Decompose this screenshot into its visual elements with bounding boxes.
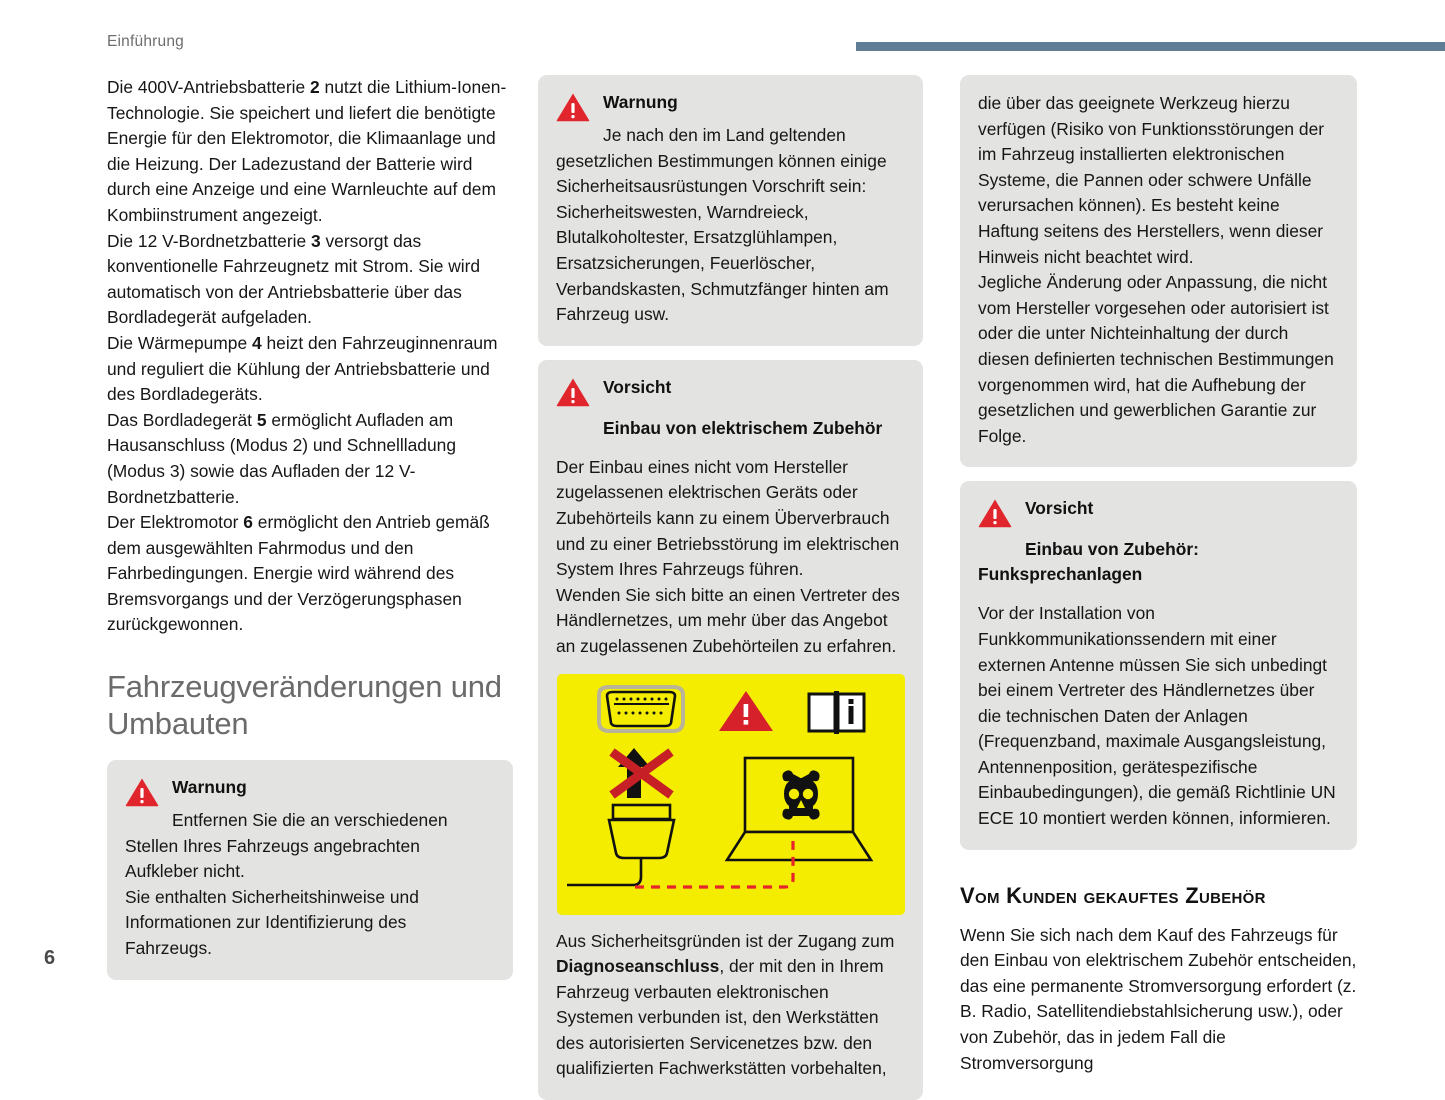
notice-body-text: Je nach den im Land geltenden gesetzlichen Bestimmungen können einige Sicherheitsausrüstungen Vorschrift sein: Sicherheitswesten, Warndreieck, Blutalkoholtester, Ersatzglühlampen, Ersatzsicherungen, Feuerlöscher, Verbandskasten, Schmutzfänger hinten am Fahrzeug usw. [556, 125, 889, 325]
notice-header [556, 91, 905, 125]
paragraph-12v-battery [107, 229, 513, 331]
illustration-container [556, 674, 905, 915]
paragraph-drive-battery [107, 75, 513, 229]
obd-connector-icon [599, 687, 683, 731]
obd-diagnostic-port-warning-illustration [557, 674, 905, 915]
paragraph-onboard-charger [107, 408, 513, 510]
notice-body-text: Entfernen Sie die an verschiedenen Stellen Ihres Fahrzeugs angebrachten Aufkleber nicht. Sie enthalten Sicherheitshinweise und Informationen zur Identifizierung des Fahrzeugs. [125, 810, 448, 959]
notice-kind-label: Vorsicht [1025, 498, 1094, 519]
section-title-customer-accessories: Vom Kunden gekauftes Zubehör [960, 882, 1266, 908]
rich-text: Das Bordladegerät 5 ermöglicht Aufladen am Hausanschluss (Modus 2) und Schnellladung (Modus 3) sowie das Aufladen der 12 V-Bordnetzbatterie. [107, 409, 456, 507]
page-header [0, 0, 1445, 60]
paragraph-heat-pump [107, 331, 513, 408]
notice-kind-label: Vorsicht [603, 376, 672, 397]
warning-triangle-icon [556, 92, 590, 122]
rich-text: Die 12 V-Bordnetzbatterie 3 versorgt das konventionelle Fahrzeugnetz mit Strom. Sie wird automatisch von der Antriebsbatterie über das Bordladegerät aufgeladen. [107, 230, 481, 328]
plug-connector-icon [609, 805, 674, 858]
notice-box-warnung-safety-equipment [538, 75, 923, 346]
column-3 [960, 75, 1357, 1076]
rich-text: Aus Sicherheitsgründen ist der Zugang zum Diagnoseanschluss, der mit den in Ihrem Fahrzeug verbauten elektronischen Systemen verbunden ist, den Werkstätten des autorisierten Servicenetzes bzw. den qualifizierten Fachwerkstätten vorbehalten, [556, 930, 895, 1079]
column-2 [538, 75, 923, 1100]
open-book-info-icon [809, 691, 864, 734]
column-1 [107, 75, 513, 980]
paragraph-electric-motor [107, 510, 513, 638]
notice-box-vorsicht-radio-equipment [960, 481, 1357, 849]
rich-text: Die Wärmepumpe 4 heizt den Fahrzeuginnenraum und reguliert die Kühlung der Antriebsbatterie und des Bordladegeräts. [107, 332, 498, 405]
page-number: 6 [44, 947, 56, 969]
notice-box-warnung-stickers [107, 760, 513, 980]
warning-triangle-icon [978, 498, 1012, 528]
notice-body-text: Vor der Installation von Funkkommunikationssendern mit einer externen Antenne müssen Sie sich unbedingt bei einem Vertreter des Händlernetzes über die technischen Daten der Anlagen (Frequenzband, maximale Ausgangsleistung, Antennenposition, gerätespezifische Einbaubedingungen), die gemäß Richtlinie UN ECE 10 montiert werden können, informieren. [978, 603, 1336, 829]
notice-subtitle-line2: Funksprechanlagen [978, 564, 1143, 585]
notice-box-continued-liability [960, 75, 1357, 467]
paragraph-customer-accessories: Wenn Sie sich nach dem Kauf des Fahrzeugs für den Einbau von elektrischem Zubehör entscheiden, das eine permanente Stromversorgung erfordert (z. B. Radio, Satellitendiebstahlsicherung usw.), oder von Zubehör, das in jedem Fall die Stromversorgung [960, 924, 1357, 1073]
laptop-with-skull-icon [727, 758, 871, 860]
warning-triangle-icon [556, 377, 590, 407]
warning-triangle-icon [125, 777, 159, 807]
notice-subtitle: Einbau von elektrischem Zubehör [603, 417, 883, 438]
page-columns [0, 75, 1445, 1079]
notice-header [978, 497, 1339, 531]
rich-text: Die 400V-Antriebsbatterie 2 nutzt die Lithium-Ionen-Technologie. Sie speichert und liefert die benötigte Energie für den Elektromotor, die Klimaanlage und die Heizung. Der Ladezustand der Batterie wird durch eine Anzeige und eine Warnleuchte auf dem Kombiinstrument angezeigt. [107, 77, 507, 225]
notice-body-text: die über das geeignete Werkzeug hierzu verfügen (Risiko von Funktionsstörungen der im Fahrzeug installierten elektronischen Systeme, die Pannen oder schwere Unfälle verursachen können). Es besteht keine Haftung seitens des Herstellers, wenn dieser Hinweis nicht beachtet wird. Jegliche Änderung oder Anpassung, die nicht vom Hersteller vorgesehen oder autorisiert ist oder die unter Nichteinhaltung der durch diesen definierten technischen Bestimmungen vorgenommen wird, hat die Aufhebung der gesetzlichen und gewerblichen Garantie zur Folge. [978, 93, 1334, 446]
section-title-vehicle-modifications: Fahrzeugveränderungen und Umbauten [107, 669, 502, 742]
notice-body-text: Der Einbau eines nicht vom Hersteller zugelassenen elektrischen Geräts oder Zubehörteils kann zu einem Überverbrauch und zu einer Betriebsstörung im elektrischen System Ihres Fahrzeugs führen. Wenden Sie sich bitte an einen Vertreter des Händlernetzes, um mehr über das Angebot an zugelassenen Zubehörteilen zu erfahren. [556, 456, 900, 656]
notice-box-vorsicht-electrical-accessories [538, 360, 923, 1100]
notice-subtitle-line1: Einbau von Zubehör: [1025, 539, 1199, 560]
notice-kind-label: Warnung [603, 92, 678, 112]
figure-caption-text [556, 929, 905, 1083]
chapter-label: Einführung [107, 33, 184, 50]
notice-header [556, 376, 905, 410]
rich-text: Der Elektromotor 6 ermöglicht den Antrieb gemäß dem ausgewählten Fahrmodus und den Fahrbedingungen. Energie wird während des Bremsvorgangs und der Verzögerungsphasen zurückgewonnen. [107, 512, 490, 635]
notice-kind-label: Warnung [172, 777, 247, 798]
notice-header [125, 776, 495, 810]
header-rule [856, 42, 1445, 51]
